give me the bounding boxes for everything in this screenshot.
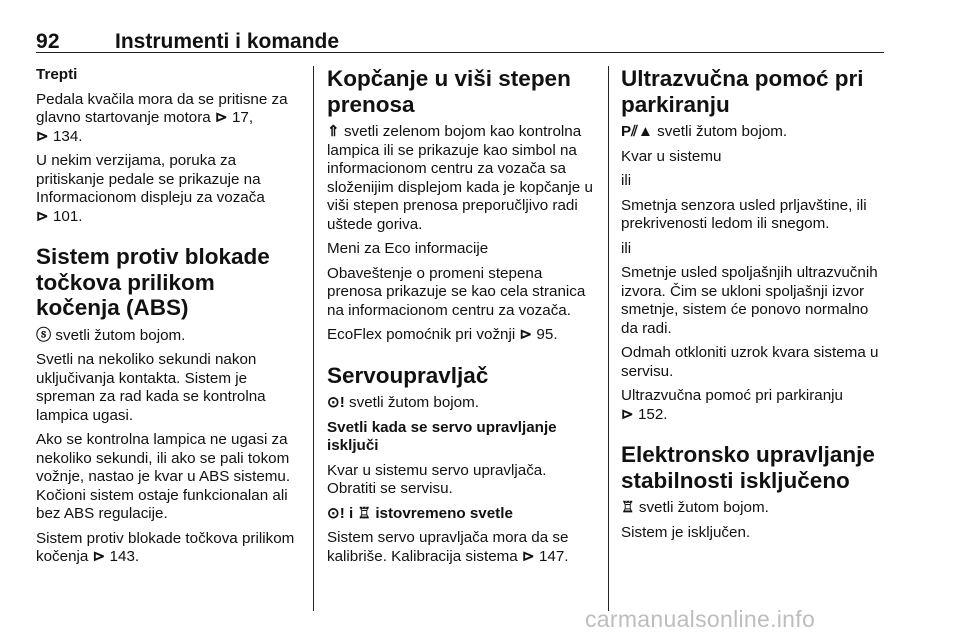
paragraph: ili — [621, 239, 632, 257]
paragraph — [621, 499, 887, 518]
page-ref-icon: ⊳ — [621, 405, 634, 423]
heading-esc: Elektronsko upravljanje stabilnosti isključeno — [621, 442, 875, 493]
text: svetli žutom bojom. — [51, 326, 186, 344]
heading-parking: Ultrazvučna pomoć pri parkiranju — [621, 66, 864, 117]
paragraph: ili — [621, 172, 632, 189]
page-ref-link[interactable]: 17, — [227, 109, 254, 126]
page-number: 92 — [36, 30, 60, 53]
abs-warning-icon: ⓢ — [36, 326, 52, 344]
page-ref-icon: ⊳ — [522, 547, 535, 565]
heading-abs: Sistem protiv blokade točkova prilikom kočenja (ABS) — [36, 244, 270, 320]
text: istovremeno svetle — [371, 504, 513, 522]
stability-off-icon: ♖ — [621, 499, 635, 516]
parking-assist-icon: P⫽▲ — [621, 123, 653, 140]
page-ref-link[interactable]: 95. — [532, 326, 558, 343]
paragraph — [36, 327, 302, 346]
steering-warning-icon: ⊙! — [327, 504, 345, 522]
text: svetli žutom bojom. — [652, 123, 788, 140]
text: U nekim verzijama, poruka za pritiskanje pedale se prikazuje na Informacionom displeju za vozača — [36, 152, 265, 206]
watermark: carmanualsonline.info — [585, 606, 816, 632]
text: EcoFlex pomoćnik pri vožnji — [327, 326, 516, 343]
paragraph: Svetli na nekoliko sekundi nakon uključivanja kontakta. Sistem je spreman za rad kada se kontrolna lampica ugasi. — [36, 351, 266, 424]
paragraph: Smetnja senzora usled prljavštine, ili prekrivenosti ledom ili snegom. — [621, 196, 867, 232]
heading-both-lights — [327, 505, 593, 524]
page-ref-icon: ⊳ — [92, 548, 106, 565]
column-2 — [327, 66, 593, 572]
paragraph — [327, 529, 593, 566]
paragraph — [327, 326, 593, 345]
text: svetli zelenom bojom kao kontrolna lampica ili se prikazuje kao simbol na informacionom centru za vozača sa složenijim displejom kada je kopčanje u viši stepen prenosa preporučljivo radi uštede goriva. — [327, 123, 593, 233]
page-ref-link[interactable]: 143. — [105, 548, 140, 565]
column-divider-1 — [313, 66, 314, 611]
page-ref-icon: ⊳ — [519, 326, 533, 343]
heading-servo: Servoupravljač — [327, 362, 489, 388]
paragraph — [621, 387, 887, 424]
page-ref-link[interactable]: 101. — [48, 207, 83, 225]
page-ref-link[interactable]: 134. — [48, 127, 83, 145]
paragraph — [327, 394, 593, 413]
column-3 — [621, 66, 887, 548]
paragraph — [327, 123, 593, 234]
heading-shift: Kopčanje u viši stepen prenosa — [327, 66, 571, 117]
paragraph — [36, 152, 302, 226]
paragraph: Meni za Eco informacije — [327, 240, 489, 257]
text: Ultrazvučna pomoć pri parkiranju — [621, 387, 843, 404]
column-divider-2 — [608, 66, 609, 611]
page-ref-icon: ⊳ — [215, 109, 228, 126]
page-ref-icon: ⊳ — [36, 207, 49, 225]
heading-trepti: Trepti — [36, 66, 78, 83]
chapter-title: Instrumenti i komande — [115, 30, 340, 53]
stability-off-icon: ♖ — [357, 504, 372, 522]
paragraph: Kvar u sistemu — [621, 147, 722, 165]
paragraph — [621, 123, 887, 142]
paragraph — [36, 530, 302, 567]
paragraph: Odmah otkloniti uzrok kvara sistema u servisu. — [621, 344, 879, 380]
paragraph: Obaveštenje o promeni stepena prenosa prikazuje se kao cela stranica na informacionom centru za vozača. — [327, 264, 586, 319]
text: i — [344, 504, 358, 522]
text: Sistem servo upravljača mora da se kalibriše. Kalibracija sistema — [327, 529, 569, 565]
paragraph — [36, 91, 302, 147]
heading-servo-off: Svetli kada se servo upravljanje isključi — [327, 418, 557, 454]
paragraph: Ako se kontrolna lampica ne ugasi za nekoliko sekundi, ili ako se pali tokom vožnje, nastao je kvar u ABS sistemu. Kočioni sistem ostaje funkcionalan ali bez ABS regulacije. — [36, 431, 291, 522]
paragraph: Sistem je isključen. — [621, 523, 751, 541]
upshift-arrow-icon: ⇑ — [327, 123, 340, 140]
paragraph: Smetnje usled spoljašnjih ultrazvučnih izvora. Čim se ukloni spoljašnji izvor smetnje, sistem će ponovo normalno da radi. — [621, 264, 878, 337]
page-ref-link[interactable]: 147. — [534, 547, 569, 565]
page-header — [36, 30, 884, 53]
text: Sistem protiv blokade točkova prilikom kočenja — [36, 529, 295, 565]
text: svetli žutom bojom. — [634, 499, 769, 516]
text: svetli žutom bojom. — [344, 394, 480, 411]
page-ref-link[interactable]: 152. — [633, 405, 668, 423]
text: Pedala kvačila mora da se pritisne za glavno startovanje motora — [36, 90, 288, 126]
paragraph: Kvar u sistemu servo upravljača. Obratiti se servisu. — [327, 461, 547, 497]
column-1 — [36, 66, 302, 573]
steering-warning-icon: ⊙! — [327, 394, 345, 411]
page-ref-icon: ⊳ — [36, 127, 49, 145]
